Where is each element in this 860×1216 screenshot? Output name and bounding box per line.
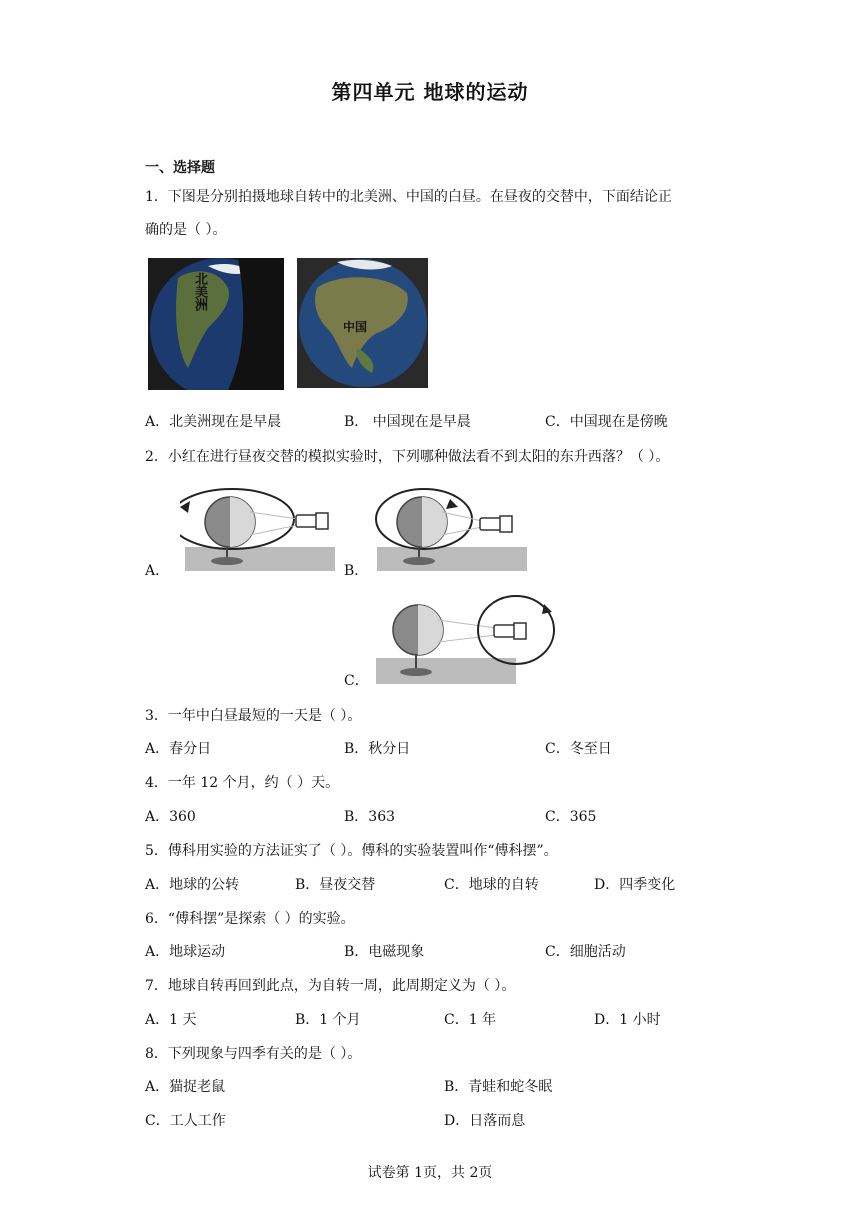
question-7-option-a[interactable]: A．1 天: [145, 1012, 197, 1028]
question-7-option-c[interactable]: C．1 年: [444, 1012, 497, 1028]
question-5-option-b[interactable]: B．昼夜交替: [295, 877, 376, 893]
question-8-text: 8．下列现象与四季有关的是（ ）。: [145, 1046, 362, 1062]
question-7-option-d[interactable]: D．1 小时: [594, 1012, 661, 1028]
question-4-option-a[interactable]: A．360: [145, 809, 196, 825]
question-8-option-c[interactable]: C．工人工作: [145, 1113, 226, 1129]
question-7-text: 7．地球自转再回到此点，为自转一周，此周期定义为（ ）。: [145, 978, 516, 994]
question-8-option-b[interactable]: B．青蛙和蛇冬眠: [444, 1079, 553, 1095]
north-america-label: 北美洲: [192, 272, 207, 311]
question-2-option-b[interactable]: B．: [344, 563, 369, 579]
question-3-option-a[interactable]: A．春分日: [145, 741, 212, 757]
experiment-c-diagram: [376, 590, 556, 688]
question-2-option-c[interactable]: C．: [344, 673, 369, 689]
question-1-line-1: 1．下图是分别拍摄地球自转中的北美洲、中国的白昼。在昼夜的交替中，下面结论正: [145, 189, 672, 205]
question-1-option-b[interactable]: B． 中国现在是早晨: [344, 414, 471, 430]
question-8-option-a[interactable]: A．猫捉老鼠: [145, 1079, 226, 1095]
question-4-option-c[interactable]: C．365: [545, 809, 597, 825]
question-2-text: 2．小红在进行昼夜交替的模拟实验时，下列哪种做法看不到太阳的东升西落？（ ）。: [145, 449, 670, 465]
question-6-text: 6．“傅科摆”是探索（ ）的实验。: [145, 911, 355, 927]
question-5-option-d[interactable]: D．四季变化: [594, 877, 676, 893]
section-heading: 一、选择题: [145, 160, 215, 176]
question-1-option-a[interactable]: A．北美洲现在是早晨: [145, 414, 282, 430]
question-3-option-b[interactable]: B．秋分日: [344, 741, 411, 757]
question-5-option-c[interactable]: C．地球的自转: [444, 877, 539, 893]
question-7-option-b[interactable]: B．1 个月: [295, 1012, 361, 1028]
page-title: 第四单元 地球的运动: [331, 80, 529, 104]
question-6-option-c[interactable]: C．细胞活动: [545, 944, 626, 960]
question-4-option-b[interactable]: B．363: [344, 809, 396, 825]
question-6-option-a[interactable]: A．地球运动: [145, 944, 226, 960]
experiment-b-diagram: [372, 477, 532, 575]
china-earth-photo: [297, 258, 428, 388]
question-3-text: 3．一年中白昼最短的一天是（ ）。: [145, 708, 362, 724]
question-4-text: 4．一年 12 个月，约（ ）天。: [145, 775, 340, 791]
experiment-a-diagram: [180, 477, 340, 575]
question-6-option-b[interactable]: B．电磁现象: [344, 944, 425, 960]
page-footer: 试卷第 1页，共 2页: [367, 1165, 493, 1181]
north-america-earth-photo: [148, 258, 284, 390]
question-1-line-2: 确的是（ ）。: [145, 222, 227, 238]
question-1-option-c[interactable]: C．中国现在是傍晚: [545, 414, 668, 430]
question-8-option-d[interactable]: D．日落而息: [444, 1113, 526, 1129]
question-5-text: 5．傅科用实验的方法证实了（ ）。傅科的实验装置叫作“傅科摆”。: [145, 843, 558, 859]
china-label: 中国: [343, 320, 368, 334]
question-3-option-c[interactable]: C．冬至日: [545, 741, 612, 757]
question-5-option-a[interactable]: A．地球的公转: [145, 877, 240, 893]
question-2-option-a[interactable]: A．: [145, 563, 170, 579]
